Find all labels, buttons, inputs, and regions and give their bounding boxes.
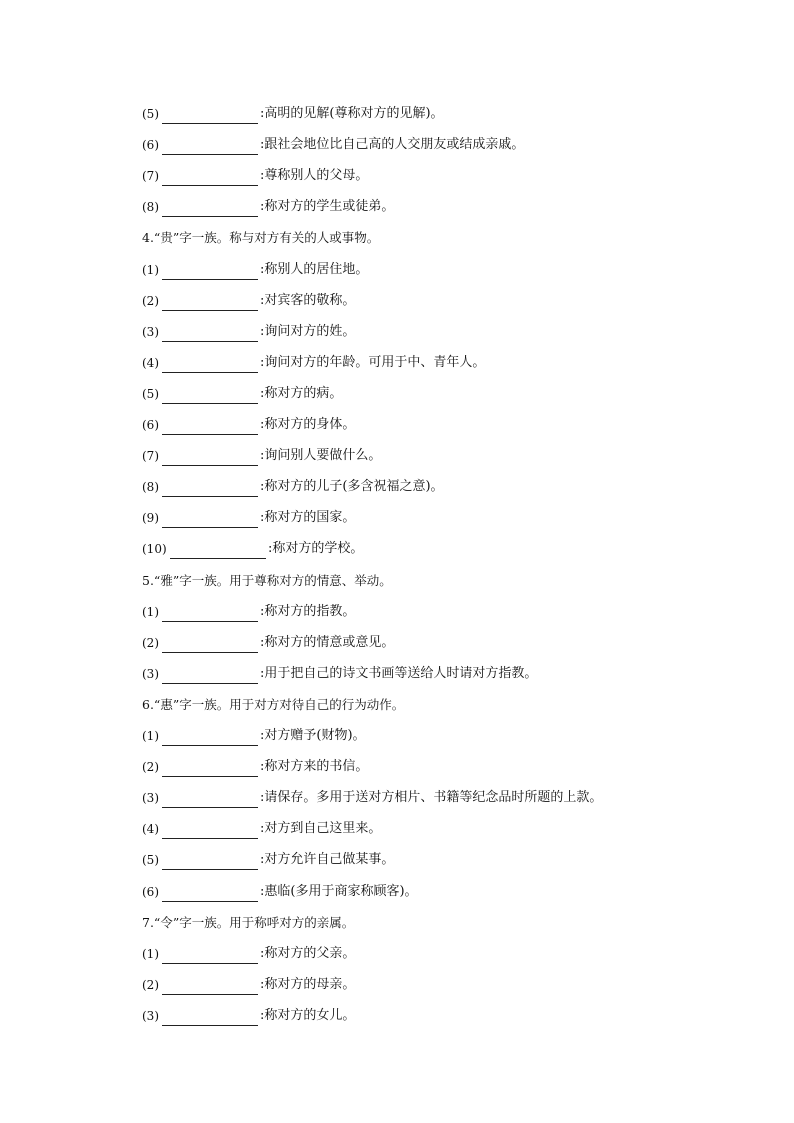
item-number: (7) [142,449,159,464]
item-definition: :尊称别人的父母。 [260,168,369,184]
question-item [142,539,363,559]
item-definition: :对宾客的敬称。 [260,292,356,308]
question-item [142,944,355,964]
answer-blank[interactable] [162,886,258,902]
question-item [142,602,355,622]
answer-blank[interactable] [162,295,258,311]
section-heading [142,913,354,933]
item-number: (2) [142,977,159,992]
section-heading-text: 7.“令”字一族。用于称呼对方的亲属。 [142,914,355,930]
answer-blank[interactable] [162,730,258,746]
question-item [142,415,355,435]
item-definition: :称对方来的书信。 [260,759,369,775]
item-definition: :用于把自己的诗文书画等送给人时请对方指教。 [260,665,538,681]
item-definition: :称对方的指教。 [260,603,356,619]
question-item [142,322,355,342]
section-heading [142,695,404,715]
question-item [142,197,394,217]
item-definition: :称别人的居住地。 [260,261,369,277]
item-number: (3) [142,1008,159,1023]
answer-blank[interactable] [162,854,258,870]
answer-blank[interactable] [162,792,258,808]
question-item [142,1006,355,1026]
item-definition: :称对方的父亲。 [260,945,356,961]
answer-blank[interactable] [162,948,258,964]
item-number: (1) [142,729,159,743]
question-item [142,291,355,311]
item-number: (8) [142,200,159,215]
answer-blank[interactable] [162,108,258,124]
answer-blank[interactable] [162,450,258,466]
question-item [142,882,418,902]
question-item [142,446,381,466]
answer-blank[interactable] [162,823,258,839]
item-definition: :称对方的学校。 [268,541,364,557]
item-number: (6) [142,884,159,899]
answer-blank[interactable] [162,606,258,622]
item-number: (3) [142,791,159,806]
item-definition: :称对方的病。 [260,385,343,401]
item-definition: :跟社会地位比自己高的人交朋友或结成亲戚。 [260,137,525,153]
question-item [142,726,366,746]
answer-blank[interactable] [162,357,258,373]
question-item [142,135,524,155]
answer-blank[interactable] [162,264,258,280]
item-definition: :称对方的国家。 [260,510,356,526]
item-number: (10) [142,542,167,557]
answer-blank[interactable] [162,419,258,435]
item-definition: :惠临(多用于商家称顾客)。 [260,883,418,899]
item-number: (3) [142,324,159,339]
item-definition: :称对方的身体。 [260,417,356,432]
item-number: (1) [142,262,159,277]
item-definition: :高明的见解(尊称对方的见解)。 [260,106,444,121]
answer-blank[interactable] [162,139,258,155]
item-definition: :对方到自己这里来。 [260,821,382,837]
item-definition: :询问对方的年龄。可用于中、青年人。 [260,354,486,370]
item-number: (9) [142,511,159,526]
answer-blank[interactable] [170,543,266,559]
item-number: (1) [142,604,159,619]
question-item [142,104,444,124]
item-number: (5) [142,386,159,401]
item-definition: :称对方的女儿。 [260,1007,356,1023]
item-number: (6) [142,418,159,432]
item-number: (8) [142,480,159,495]
question-item [142,353,485,373]
answer-blank[interactable] [162,326,258,342]
item-number: (3) [142,666,159,681]
answer-blank[interactable] [162,979,258,995]
answer-blank[interactable] [162,481,258,497]
item-number: (2) [142,293,159,308]
item-definition: :询问别人要做什么。 [260,448,382,464]
question-item [142,166,368,186]
section-heading-text: 5.“雅”字一族。用于尊称对方的情意、举动。 [142,572,392,588]
item-definition: :称对方的学生或徒弟。 [260,199,395,215]
question-item [142,508,355,528]
answer-blank[interactable] [162,1010,258,1026]
question-item [142,384,342,404]
answer-blank[interactable] [162,170,258,186]
question-item [142,477,444,497]
question-item [142,819,381,839]
question-item [142,850,394,870]
question-item [142,633,394,653]
item-number: (4) [142,355,159,370]
question-item [142,260,368,280]
item-number: (2) [142,635,159,650]
question-item [142,788,602,808]
question-item [142,975,355,995]
section-heading [142,228,379,248]
item-definition: :对方赠予(财物)。 [260,728,366,743]
answer-blank[interactable] [162,668,258,684]
answer-blank[interactable] [162,512,258,528]
item-definition: :对方允许自己做某事。 [260,852,395,868]
section-heading [142,571,392,591]
answer-blank[interactable] [162,761,258,777]
item-definition: :请保存。多用于送对方相片、书籍等纪念品时所题的上款。 [260,790,603,806]
item-definition: :询问对方的姓。 [260,323,356,339]
item-number: (6) [142,138,159,153]
question-item [142,664,537,684]
item-number: (7) [142,169,159,184]
item-number: (1) [142,946,159,961]
item-number: (2) [142,760,159,775]
section-heading-text: 6.“惠”字一族。用于对方对待自己的行为动作。 [142,696,405,712]
question-item [142,757,368,777]
item-number: (5) [142,853,159,868]
item-definition: :称对方的情意或意见。 [260,634,395,650]
item-number: (5) [142,107,159,121]
answer-blank[interactable] [162,637,258,653]
item-definition: :称对方的儿子(多含祝福之意)。 [260,479,444,495]
section-heading-text: 4.“贵”字一族。称与对方有关的人或事物。 [142,230,380,246]
answer-blank[interactable] [162,388,258,404]
item-definition: :称对方的母亲。 [260,976,356,992]
item-number: (4) [142,822,159,837]
answer-blank[interactable] [162,201,258,217]
